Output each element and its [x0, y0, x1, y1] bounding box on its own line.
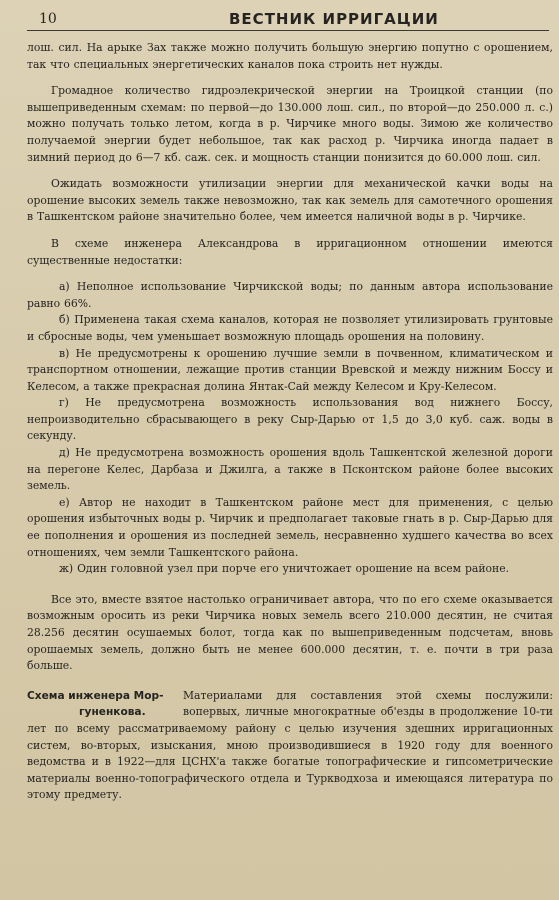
journal-title: ВЕСТНИК ИРРИГАЦИИ: [229, 10, 439, 28]
paragraph-3: Ожидать возможности утилизации энергии для механической качки воды на орошение высоких земель также невозможно, так как земель для самотечного орошения в Ташкентском районе значительно более, чем имеется наличной воды в р. Чирчике.: [27, 177, 553, 224]
section-morgunenkov: [27, 688, 553, 804]
list-item-b: б) Применена такая схема каналов, которая не позволяет утилизировать грунтовые и сбросные воды, чем уменьшает возможную площадь орошения на половину.: [27, 313, 553, 343]
section-heading: [27, 688, 177, 721]
paragraph-2: Громадное количество гидроэлекрической энергии на Троицкой станции (по вышеприведенным схемам: по первой—до 130.000 лош. сил., по второй—до 250.000 л. с.) можно получать только летом, когда в р. Чирчике много воды. Зимою же количество получаемой энергии будет небольшое, так как расход р. Чирчика иногда падает в зимний период до 6—7 кб. саж. сек. и мощность станции понизится до 60.000 лош. сил.: [27, 84, 553, 164]
paragraph-1: лош. сил. На арыке Зах также можно получить большую энергию попутно с орошением, так что специальных энергетических каналов пока строить нет нужды.: [27, 41, 553, 71]
paragraph-4: В схеме инженера Александрова в ирригационном отношении имеются существенные недостатки:: [27, 236, 553, 267]
list-item-zh: ж) Один головной узел при порче его уничтожает орошение на всем районе.: [59, 562, 510, 576]
page-header: [27, 8, 549, 31]
section-text: Материалами для составления этой схемы послужили: вопервых, личные многократные об'езды в продолжение 10-ти лет по всему рассматриваемому району с целью изучения здешних ирригационных систем, во-вторых, изыскания, мною производившиеся в 1920 году для военного ведомства и в 1922—для ЦСНХ'а также богатые топографические и гипсометрические материалы военно-топографического отдела и Туркводхоза и имеющаяся литература по этому предмету.: [27, 688, 553, 802]
summary-paragraph: Все это, вместе взятое настолько ограничивает автора, что по его схеме оказывается возможным оросить из реки Чирчика новых земель всего 210.000 десятин, не считая 28.256 десятин осушаемых болот, тогда как по вышеприведенным подсчетам, вновь орошаемых земель, должно быть не менее 600.000 десятин, т. е. почти в три раза больше.: [27, 592, 553, 673]
list-item-d: д) Не предусмотрена возможность орошения вдоль Ташкентской железной дороги на перегоне Келес, Дарбаза и Джилга, а также в Псконтском районе более высоких земель.: [27, 446, 553, 493]
section-heading-line-1: Схема инженера Мор-: [27, 689, 164, 702]
list-item-g: г) Не предусмотрена возможность использования вод нижнего Боссу, непроизводительно сбрасывающего в реку Сыр-Дарью от 1,5 до 3,0 куб. саж. воды в секунду.: [27, 396, 553, 443]
list-item-a: а) Неполное использование Чирчикской воды; по данным автора использование равно 66%.: [27, 280, 553, 310]
list-item-v: в) Не предусмотрены к орошению лучшие земли в почвенном, климатическом и транспортном отношении, лежащие против станции Вревской и между нижним Боссу и Келесом, а также прекрасная долина Янтак-Сай между Келесом и Кру-Келесом.: [27, 346, 553, 393]
list-item-e: е) Автор не находит в Ташкентском районе мест для применения, с целью орошения избыточных воды р. Чирчик и предполагает таковые гнать в р. Сыр-Дарью для ее пополнения и орошения из последней земель, несравненно худшего качества во всех отношениях, чем земли Ташкентского района.: [27, 495, 553, 559]
section-heading-line-2: гуненкова.: [79, 706, 146, 719]
page-number: 10: [39, 11, 57, 27]
